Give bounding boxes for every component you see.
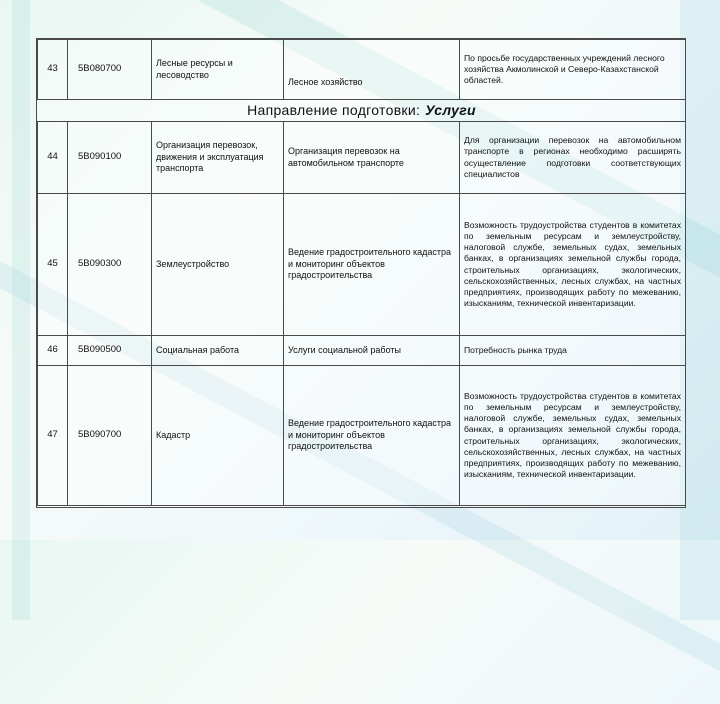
training-field: Лесное хозяйство xyxy=(284,40,460,100)
row-number: 44 xyxy=(38,122,68,194)
training-field: Услуги социальной работы xyxy=(284,336,460,366)
specialty-name: Кадастр xyxy=(152,366,284,506)
training-field: Ведение градостроительного кадастра и мониторинг объектов градостроительства xyxy=(284,366,460,506)
row-number: 43 xyxy=(38,40,68,100)
specialty-code: 5В090100 xyxy=(68,122,152,194)
justification: Возможность трудоустройства студентов в комитетах по земельным ресурсам и землеустройству, налоговой службе, земельных судах, земельных банках, в организациях земельной службы города, строительных организациях, экологических, сельскохозяйственных, лесных службах, на частных предприятиях, производящих работу по межеванию, изысканиям, технической инвентаризации. xyxy=(460,366,686,506)
table-row xyxy=(38,40,686,100)
specialty-name: Организация перевозок, движения и эксплуатация транспорта xyxy=(152,122,284,194)
row-number: 47 xyxy=(38,366,68,506)
justification: Для организации перевозок на автомобильном транспорте в регионах необходимо расширять осуществление подготовки соответствующих специалистов xyxy=(460,122,686,194)
row-number: 45 xyxy=(38,194,68,336)
background-stripe xyxy=(680,0,720,620)
justification: По просьбе государственных учреждений лесного хозяйства Акмолинской и Северо-Казахстанской областей. xyxy=(460,40,686,100)
specialty-code: 5В080700 xyxy=(68,40,152,100)
specialties-table xyxy=(36,38,686,508)
section-label: Направление подготовки: xyxy=(247,102,421,119)
justification: Потребность рынка труда xyxy=(460,336,686,366)
background-stripe xyxy=(12,0,30,620)
specialty-code: 5В090700 xyxy=(68,366,152,506)
specialty-code: 5В090500 xyxy=(68,336,152,366)
section-title xyxy=(38,100,686,122)
table-row xyxy=(38,366,686,506)
training-field: Организация перевозок на автомобильном транспорте xyxy=(284,122,460,194)
section-header-row xyxy=(38,100,686,122)
specialty-name: Социальная работа xyxy=(152,336,284,366)
specialty-code: 5В090300 xyxy=(68,194,152,336)
justification: Возможность трудоустройства студентов в комитетах по земельным ресурсам и землеустройству, налоговой службе, земельных судах, земельных банках, в организациях земельной службы города, строительных организациях, экологических, сельскохозяйственных, лесных службах, на частных предприятиях, производящих работу по межеванию, изысканиям, технической инвентаризации. xyxy=(460,194,686,336)
table-row xyxy=(38,336,686,366)
training-field: Ведение градостроительного кадастра и мониторинг объектов градостроительства xyxy=(284,194,460,336)
specialty-name: Лесные ресурсы и лесоводство xyxy=(152,40,284,100)
specialty-name: Землеустройство xyxy=(152,194,284,336)
row-number: 46 xyxy=(38,336,68,366)
section-value: Услуги xyxy=(425,102,476,119)
table-row xyxy=(38,194,686,336)
table-row xyxy=(38,122,686,194)
